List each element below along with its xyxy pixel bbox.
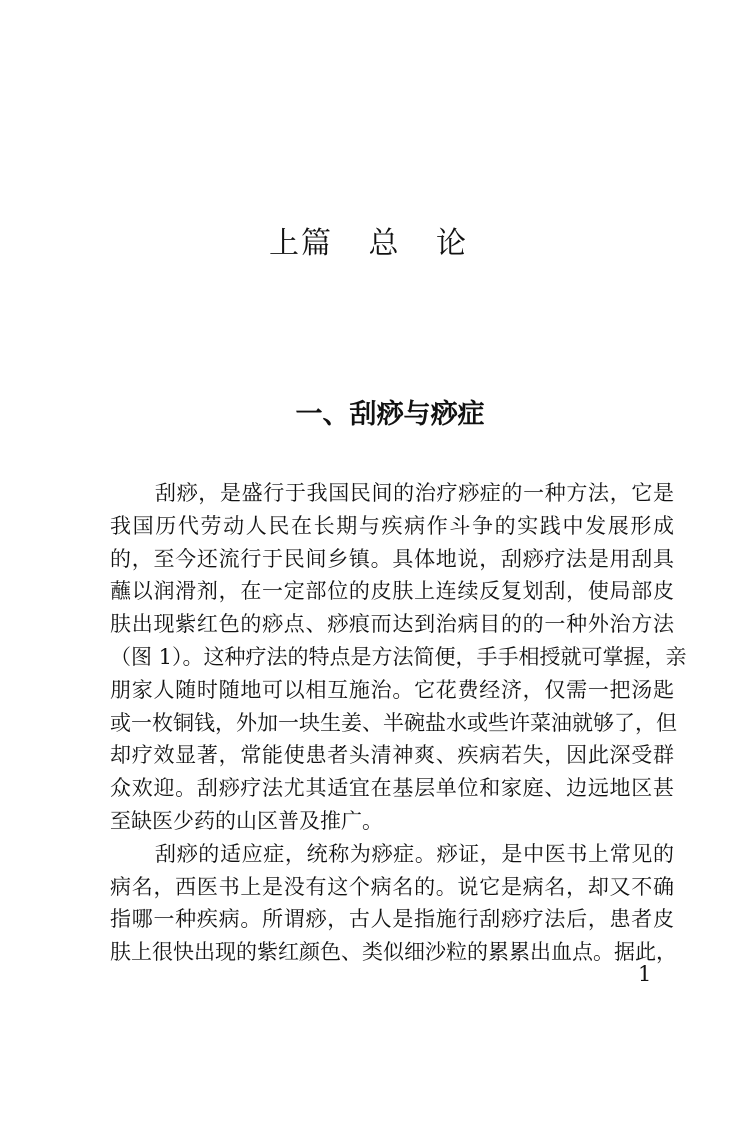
- part-title-word: 论: [436, 226, 469, 261]
- text-line: 众欢迎。刮痧疗法尤其适宜在基层单位和家庭、边远地区甚: [110, 776, 674, 801]
- text-line: （图 1）。这种疗法的特点是方法简便，手手相授就可掌握，亲: [110, 644, 687, 669]
- page-number: 1: [638, 962, 652, 986]
- part-title-word: 上篇: [268, 226, 333, 261]
- text-line: 肤出现紫红色的痧点、痧痕而达到治病目的的一种外治方法: [110, 612, 674, 637]
- text-line: 刮痧，是盛行于我国民间的治疗痧症的一种方法，它是: [155, 481, 674, 505]
- chapter-title: 一、刮痧与痧症: [295, 399, 485, 430]
- text-line: 却疗效显著，常能使患者头清神爽、疾病若失，因此深受群: [110, 743, 674, 768]
- text-line: 肤上很快出现的紫红颜色、类似细沙粒的累累出血点。据此，: [110, 940, 677, 965]
- text-line: 刮痧的适应症，统称为痧症。痧证，是中医书上常见的: [155, 841, 674, 866]
- text-line: 病名，西医书上是没有这个病名的。说它是病名，却又不确: [110, 874, 674, 899]
- text-line: 我国历代劳动人民在长期与疾病作斗争的实践中发展形成: [110, 513, 674, 538]
- part-title-word: 总: [368, 226, 401, 261]
- text-line: 至缺医少药的山区普及推广。: [110, 808, 383, 833]
- text-line: 蘸以润滑剂，在一定部位的皮肤上连续反复划刮，使局部皮: [110, 579, 674, 604]
- part-title: [0, 218, 737, 262]
- text-line: 的，至今还流行于民间乡镇。具体地说，刮痧疗法是用刮具: [110, 546, 674, 571]
- text-line: 指哪一种疾病。所谓痧，古人是指施行刮痧疗法后，患者皮: [110, 907, 674, 932]
- body-text: [110, 477, 687, 969]
- text-line: 或一枚铜钱，外加一块生姜、半碗盐水或些许菜油就够了，但: [110, 710, 677, 735]
- text-line: 朋家人随时随地可以相互施治。它花费经济，仅需一把汤匙: [110, 677, 674, 702]
